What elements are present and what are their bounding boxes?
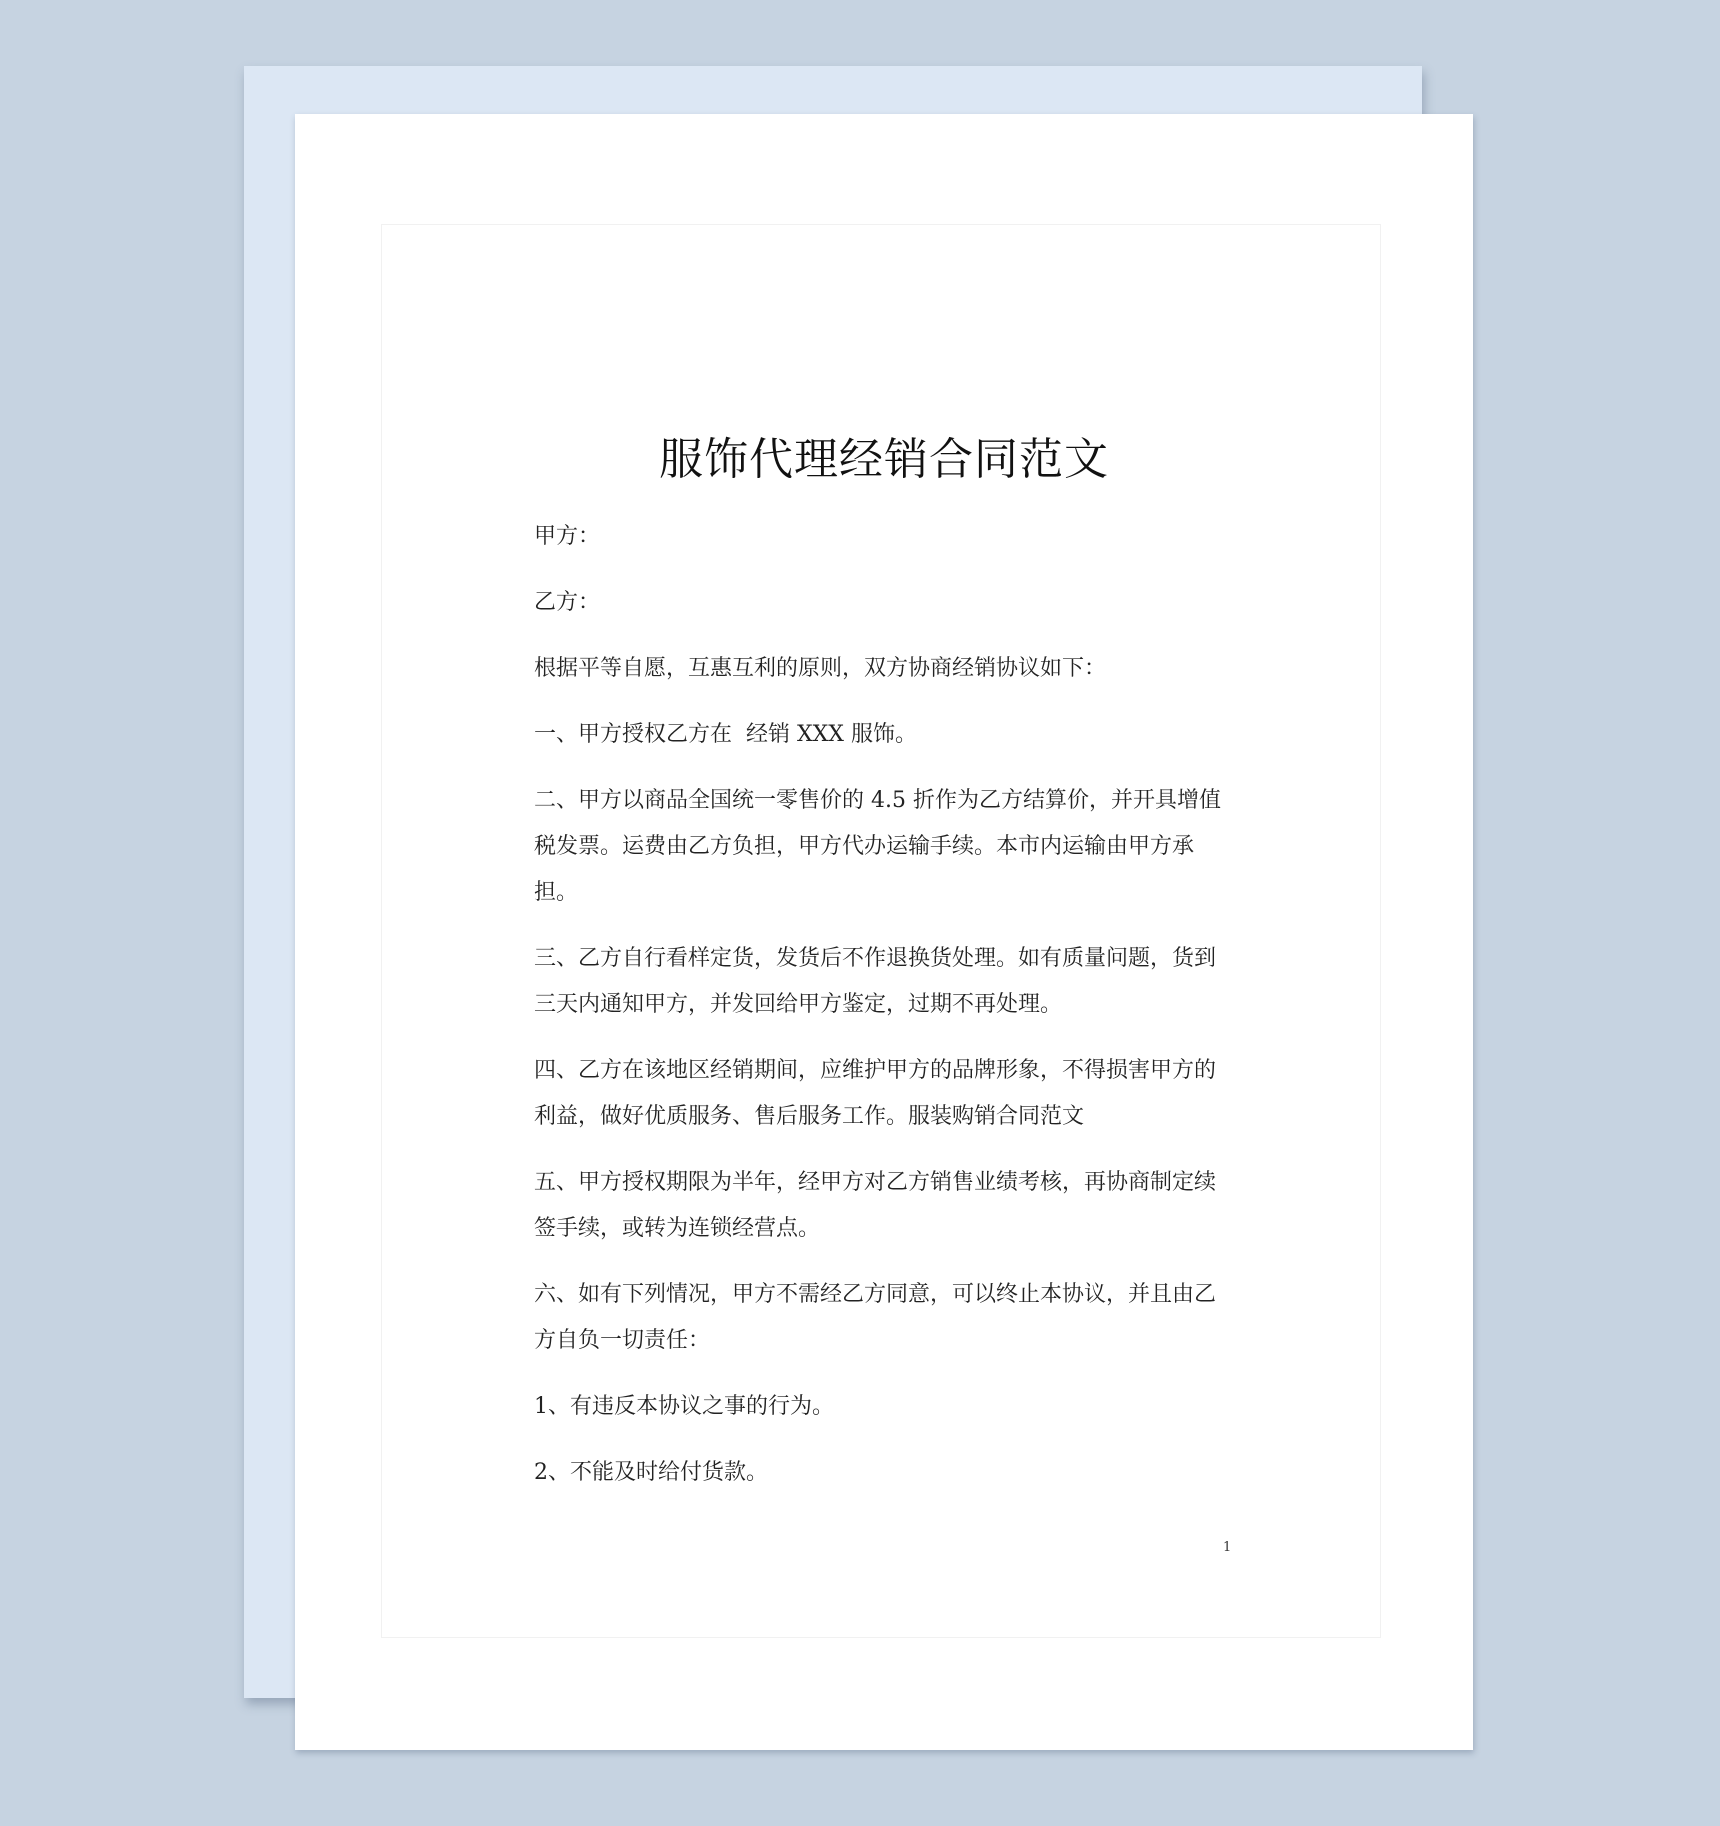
document-body — [534, 514, 1224, 1516]
party-a-line: 甲方： — [534, 524, 601, 549]
document-title: 服饰代理经销合同范文 — [659, 434, 1109, 485]
clause-2: 二、甲方以商品全国统一零售价的 4.5 折作为乙方结算价，并开具增值税发票。运费由乙方负担，甲方代办运输手续。本市内运输由甲方承担。 — [534, 788, 1221, 905]
clause-4: 四、乙方在该地区经销期间，应维护甲方的品牌形象，不得损害甲方的利益，做好优质服务、售后服务工作。服装购销合同范文 — [534, 1058, 1217, 1129]
clause-3: 三、乙方自行看样定货，发货后不作退换货处理。如有质量问题，货到三天内通知甲方，并发回给甲方鉴定，过期不再处理。 — [534, 946, 1217, 1017]
clause-5: 五、甲方授权期限为半年，经甲方对乙方销售业绩考核，再协商制定续签手续，或转为连锁经营点。 — [534, 1170, 1217, 1241]
clause-6-item-1: 1、有违反本协议之事的行为。 — [534, 1394, 834, 1419]
preamble-paragraph: 根据平等自愿，互惠互利的原则，双方协商经销协议如下： — [534, 656, 1107, 681]
page-number: 1 — [1223, 1540, 1232, 1555]
clause-1: 一、甲方授权乙方在 经销 XXX 服饰。 — [534, 722, 917, 747]
clause-6-item-2: 2、不能及时给付货款。 — [534, 1460, 768, 1485]
clause-6: 六、如有下列情况，甲方不需经乙方同意，可以终止本协议，并且由乙方自负一切责任： — [534, 1282, 1217, 1353]
party-b-line: 乙方： — [534, 590, 601, 615]
document-page — [295, 114, 1473, 1750]
